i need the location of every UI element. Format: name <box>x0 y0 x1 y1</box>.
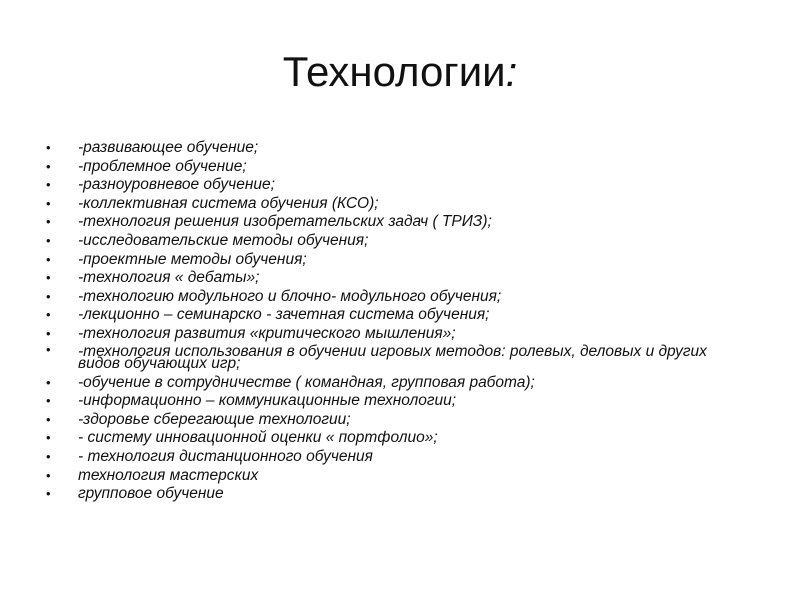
list-item <box>46 195 746 214</box>
slide-title-colon: : <box>505 48 518 95</box>
list-item <box>46 176 746 195</box>
bullet-icon: • <box>46 195 51 211</box>
bullet-icon: • <box>46 341 51 357</box>
bullet-icon: • <box>46 214 51 230</box>
list-item-text: -разноуровневое обучение; <box>78 176 275 194</box>
list-item-text: -информационно – коммуникационные технологии; <box>78 392 457 410</box>
list-item-text: -проектные методы обучения; <box>78 250 307 268</box>
list-item <box>46 269 746 288</box>
bullet-icon: • <box>46 232 51 248</box>
list-item <box>46 251 746 270</box>
list-item <box>46 411 746 430</box>
list-item-text: -здоровье сберегающие технологии; <box>78 410 351 428</box>
bullet-icon: • <box>46 467 51 483</box>
list-item-text: -обучение в сотрудничестве ( командная, групповая работа); <box>78 373 535 391</box>
bullet-icon: • <box>46 430 51 446</box>
bullet-icon: • <box>46 393 51 409</box>
list-item-text: -лекционно – семинарско - зачетная система обучения; <box>78 306 490 324</box>
list-item <box>46 232 746 251</box>
bullet-icon: • <box>46 486 51 502</box>
bullet-icon: • <box>46 325 51 341</box>
list-item-text: -технология развития «критического мышления»; <box>78 324 456 342</box>
list-item <box>46 448 746 467</box>
list-item <box>46 139 746 158</box>
slide-title <box>0 42 800 102</box>
list-item-text: -технология использования в обучении игровых методов: ролевых, деловых и других видов обучающих игр; <box>78 342 707 372</box>
bullet-icon: • <box>46 411 51 427</box>
slide-title-text: Технологии <box>282 48 506 95</box>
list-item <box>46 485 746 504</box>
list-item <box>46 288 746 307</box>
list-item-text: групповое обучение <box>78 485 224 503</box>
list-item <box>46 158 746 177</box>
bullet-icon: • <box>46 177 51 193</box>
list-item <box>46 429 746 448</box>
bullet-icon: • <box>46 448 51 464</box>
list-item-text: - систему инновационной оценки « портфолио»; <box>78 429 438 447</box>
list-item <box>46 467 746 486</box>
list-item <box>46 392 746 411</box>
technology-list <box>46 139 746 504</box>
list-item-text: -исследовательские методы обучения; <box>78 231 369 249</box>
list-item-text: технология мастерских <box>78 466 259 484</box>
list-item-text: -технология « дебаты»; <box>78 269 260 287</box>
list-item <box>46 306 746 325</box>
bullet-icon: • <box>46 140 51 155</box>
list-item-text: - технология дистанционного обучения <box>78 447 373 465</box>
bullet-icon: • <box>46 251 51 267</box>
list-item <box>46 325 746 344</box>
bullet-icon: • <box>46 158 51 174</box>
list-item-text: -коллективная система обучения (КСО); <box>78 194 379 212</box>
list-item <box>46 374 746 393</box>
list-item-text: -технологию модульного и блочно- модульного обучения; <box>78 287 502 305</box>
bullet-icon: • <box>46 374 51 390</box>
list-item-text: -проблемное обучение; <box>78 157 247 175</box>
list-item-text: -развивающее обучение; <box>78 139 259 156</box>
list-item <box>46 341 746 374</box>
bullet-icon: • <box>46 307 51 323</box>
bullet-icon: • <box>46 288 51 304</box>
list-item <box>46 213 746 232</box>
list-item-text: -технология решения изобретательских задач ( ТРИЗ); <box>78 213 492 231</box>
bullet-icon: • <box>46 270 51 286</box>
